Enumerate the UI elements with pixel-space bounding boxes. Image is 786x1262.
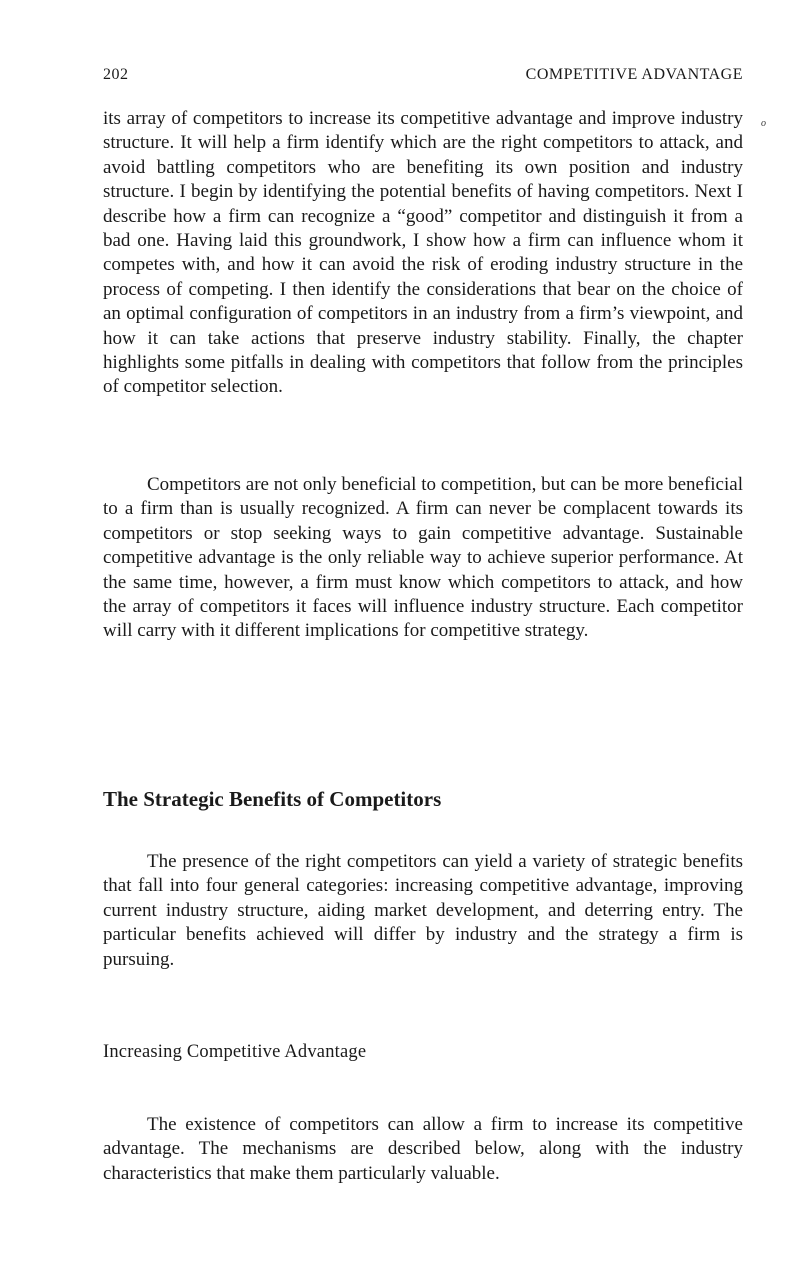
running-header (103, 66, 743, 84)
section-paragraph: The presence of the right competitors can yield a variety of strategic benefits that fall into four general categories: increasing competitive advantage, improving current industry structure, aiding market development, and deterring entry. The particular benefits achieved will differ by industry and the strategy a firm is pursuing. (103, 851, 743, 970)
margin-mark: o (761, 118, 766, 129)
subsection-heading: Increasing Competitive Advantage (103, 1042, 367, 1062)
subsection-paragraph: The existence of competitors can allow a firm to increase its competitive advantage. The mechanisms are described below, along with the industry characteristics that make them particularly valuable. (103, 1114, 743, 1184)
body-paragraph-2: Competitors are not only beneficial to competition, but can be more beneficial to a firm than is usually recognized. A firm can never be complacent towards its competitors or stop seeking ways to gain competitive advantage. Sustainable competitive advantage is the only reliable way to achieve superior performance. At the same time, however, a firm must know which competitors to attack, and how the array of competitors it faces will influence industry structure. Each competitor will carry with it different implications for competitive strategy. (103, 474, 743, 642)
body-paragraph-1: its array of competitors to increase its competitive advantage and improve industry structure. It will help a firm identify which are the right competitors to attack, and avoid battling competitors who are benefiting its own position and industry structure. I begin by identifying the potential benefits of having competitors. Next I describe how a firm can recognize a “good” competitor and distinguish it from a bad one. Having laid this groundwork, I show how a firm can influence whom it competes with, and how it can avoid the risk of eroding industry structure in the process of competing. I then identify the considerations that bear on the choice of an optimal configuration of competitors in an industry from a firm’s viewpoint, and how it can take actions that preserve industry stability. Finally, the chapter highlights some pitfalls in dealing with competitors that follow from the principles of competitor selection. (103, 108, 743, 398)
running-title: COMPETITIVE ADVANTAGE (525, 66, 743, 83)
section-heading: The Strategic Benefits of Competitors (103, 787, 442, 811)
page-number: 202 (103, 66, 129, 83)
